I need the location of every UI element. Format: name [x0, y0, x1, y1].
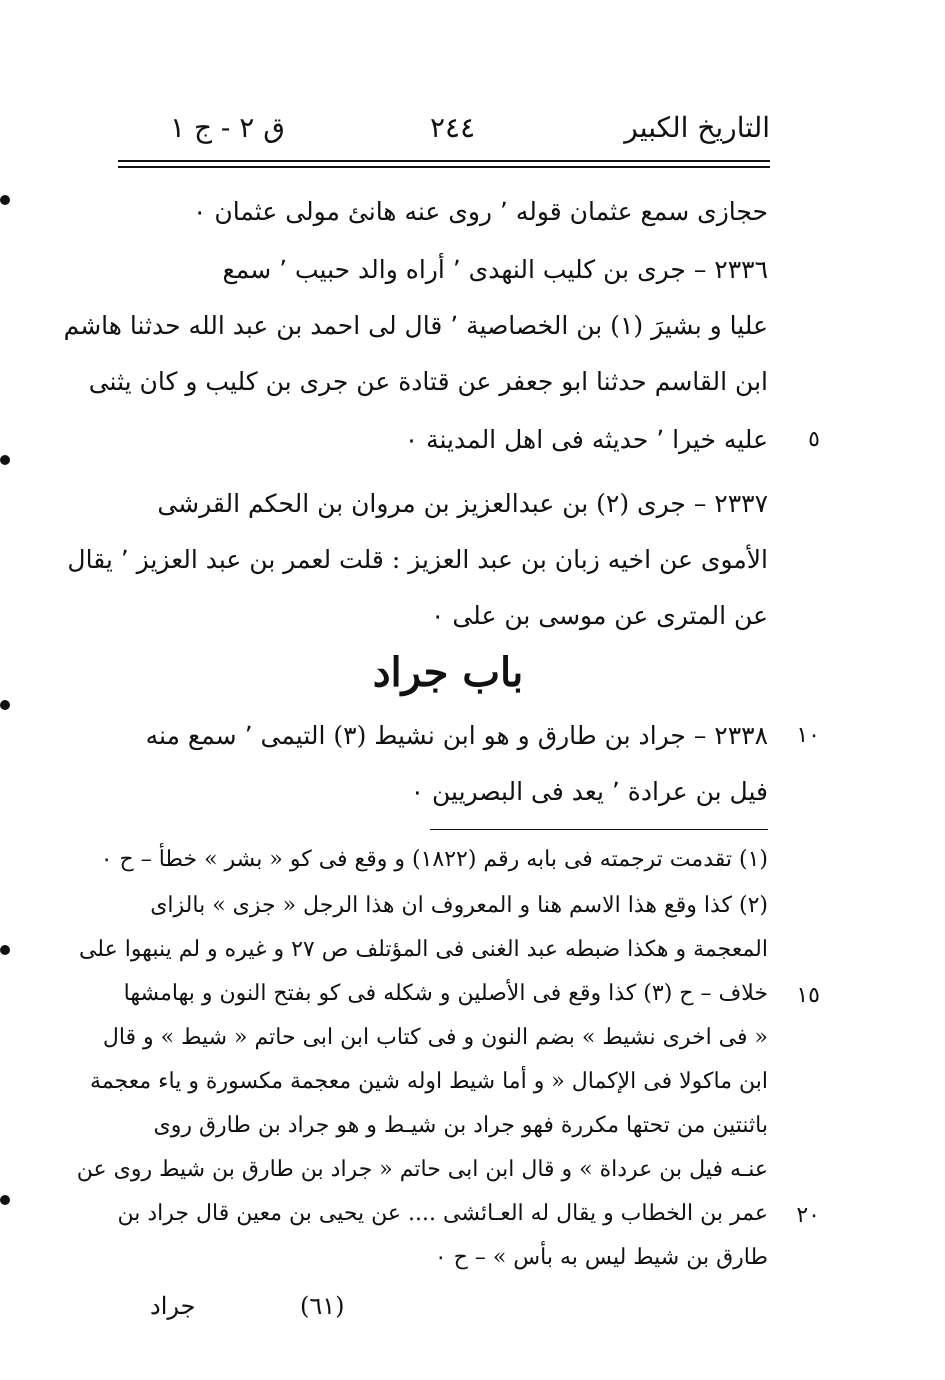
header-rule-bottom — [118, 166, 770, 168]
footnote-line: طارق بن شيط ليس به بأس » – ح ٠ — [434, 1245, 768, 1270]
text-line: فيل بن عرادة ٬ يعد فى البصريين ٠ — [410, 777, 768, 806]
book-title: التاريخ الكبير — [624, 111, 770, 144]
line-number: ٢٠ — [796, 1203, 820, 1228]
text-line: عليا و بشيرَ (١) بن الخصاصية ٬ قال لى احمد بن عبد الله حدثنا هاشم — [63, 311, 768, 340]
text-line: حجازی سمع عثمان قوله ٬ روى عنه هانئ مولى عثمان ٠ — [192, 197, 768, 226]
footnote-line: عمر بن الخطاب و يقال له العـائشى .... عن يحيى بن معين قال جراد بن — [117, 1201, 768, 1226]
line-number: ١٥ — [796, 983, 820, 1008]
entry-2338-line: ٢٣٣٨ – جراد بن طارق و هو ابن نشيط (٣) التيمى ٬ سمع منه — [145, 721, 768, 750]
text-line: الأموى عن اخيه زبان بن عبد العزيز : قلت لعمر بن عبد العزيز ٬ يقال — [67, 545, 768, 574]
line-number: ١٠ — [796, 723, 820, 748]
footnote-line: ابن ماكولا فى الإكمال « و أما شيط اوله شين معجمة مكسورة و ياء معجمة — [90, 1069, 768, 1094]
scan-edge-mark — [0, 455, 10, 465]
scan-edge-mark — [0, 700, 10, 710]
page-number: ٢٤٤ — [430, 111, 476, 144]
footer-catchword: جراد — [150, 1292, 196, 1320]
line-number: ٥ — [808, 427, 820, 452]
footnote-line: عنـه فيل بن عرداة » و قال ابن ابى حاتم « جراد بن طارق بن شيط روى عن — [76, 1157, 768, 1182]
footer-page-marker: (٦١) — [300, 1292, 345, 1320]
text-line: ابن القاسم حدثنا ابو جعفر عن قتادة عن جرى بن كليب و كان يثنى — [88, 367, 768, 396]
text-line: عن المترى عن موسى بن على ٠ — [430, 601, 768, 630]
section-heading: باب جراد — [372, 649, 524, 696]
footnote-rule — [430, 829, 768, 830]
page-header — [120, 108, 770, 158]
footnote-line: (١) تقدمت ترجمته فى بابه رقم (١٨٢٢) و وقع فى كو « بشر » خطأ – ح ٠ — [100, 847, 768, 872]
footnote-line: « فى اخرى نشيط » بضم النون و فى كتاب ابن ابى حاتم « شيط » و قال — [102, 1025, 768, 1050]
scan-edge-mark — [0, 195, 10, 205]
scan-edge-mark — [0, 945, 10, 955]
scan-edge-mark — [0, 1195, 10, 1205]
footnote-line: المعجمة و هكذا ضبطه عبد الغنى فى المؤتلف ص ٢٧ و غيره و لم ينبهوا على — [78, 937, 768, 962]
text-line: عليه خيرا ٬ حديثه فى اهل المدينة ٠ — [404, 425, 768, 454]
volume-marker: ق ٢ - ج ١ — [170, 111, 285, 144]
entry-2337-line: ٢٣٣٧ – جرى (٢) بن عبدالعزيز بن مروان بن الحكم القرشى — [157, 489, 768, 518]
footnote-line: باثنتين من تحتها مكررة فهو جراد بن شيـط و هو جراد بن طارق روى — [153, 1113, 768, 1138]
footnote-line: خلاف – ح (٣) كذا وقع فى الأصلين و شكله فى كو بفتح النون و بهامشها — [123, 981, 768, 1006]
entry-2336-line: ٢٣٣٦ – جرى بن كليب النهدى ٬ أراه والد حبيب ٬ سمع — [222, 255, 768, 284]
footnote-line: (٢) كذا وقع هذا الاسم هنا و المعروف ان هذا الرجل « جزى » بالزاى — [150, 893, 768, 918]
header-rule-top — [118, 160, 770, 162]
